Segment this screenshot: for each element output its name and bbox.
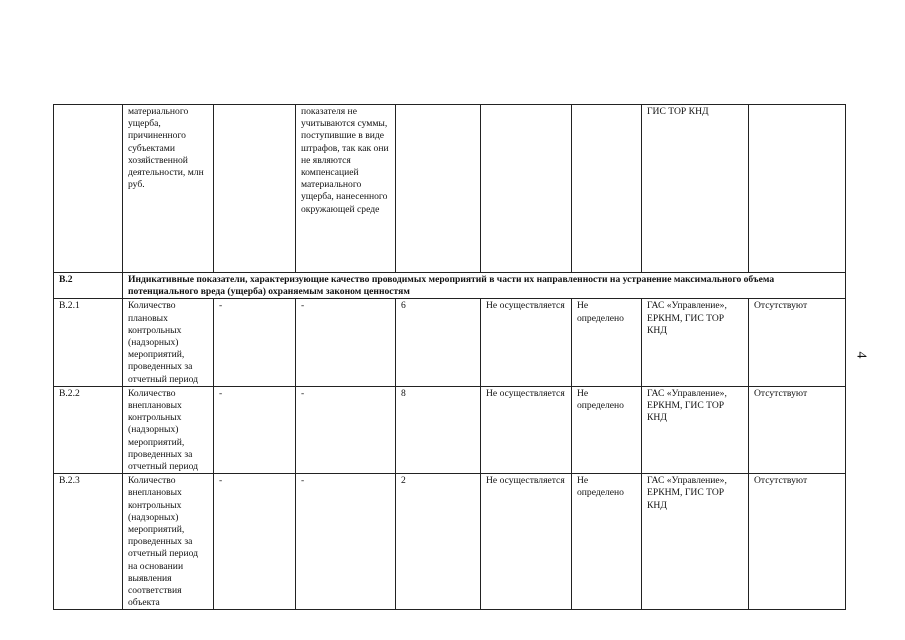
cell-code: В.2.2 — [54, 386, 123, 473]
section-title: Индикативные показатели, характеризующие качество проводимых мероприятий в части их направленности на устранение максимального объема потенциального вреда (ущерба) охраняемым законом ценностям — [123, 273, 846, 299]
indicators-table — [53, 104, 846, 610]
cell-extra: Отсутствуют — [749, 474, 846, 610]
cell-code — [54, 105, 123, 273]
cell-source: ГИС ТОР КНД — [642, 105, 749, 273]
cell-code: В.2.3 — [54, 474, 123, 610]
cell-name: Количество внеплановых контрольных (надзорных) мероприятий, проведенных за отчетный период на основании выявления соответствия объекта — [123, 474, 214, 610]
cell-name: Количество плановых контрольных (надзорных) мероприятий, проведенных за отчетный период — [123, 299, 214, 386]
cell-target: Не осуществляется — [481, 299, 572, 386]
cell-target — [481, 105, 572, 273]
cell-threshold — [572, 105, 642, 273]
cell-formula: - — [214, 299, 296, 386]
cell-source: ГАС «Управление», ЕРКНМ, ГИС ТОР КНД — [642, 386, 749, 473]
cell-extra: Отсутствуют — [749, 299, 846, 386]
table-row — [54, 386, 846, 473]
cell-formula — [214, 105, 296, 273]
cell-comment: - — [296, 474, 396, 610]
cell-name: материального ущерба, причиненного субъектами хозяйственной деятельности, млн руб. — [123, 105, 214, 273]
cell-target: Не осуществляется — [481, 474, 572, 610]
cell-value: 6 — [396, 299, 481, 386]
cell-formula: - — [214, 386, 296, 473]
cell-formula: - — [214, 474, 296, 610]
cell-source: ГАС «Управление», ЕРКНМ, ГИС ТОР КНД — [642, 474, 749, 610]
cell-value — [396, 105, 481, 273]
cell-comment: - — [296, 386, 396, 473]
table-row-continued — [54, 105, 846, 273]
cell-value: 2 — [396, 474, 481, 610]
cell-threshold: Не определено — [572, 474, 642, 610]
page-number: 4 — [853, 351, 869, 359]
section-row — [54, 273, 846, 299]
cell-code: В.2.1 — [54, 299, 123, 386]
cell-threshold: Не определено — [572, 299, 642, 386]
cell-extra: Отсутствуют — [749, 386, 846, 473]
cell-value: 8 — [396, 386, 481, 473]
table-row — [54, 474, 846, 610]
cell-comment: показателя не учитываются суммы, поступившие в виде штрафов, так как они не являются компенсацией материального ущерба, нанесенного окружающей среде — [296, 105, 396, 273]
table-row — [54, 299, 846, 386]
cell-target: Не осуществляется — [481, 386, 572, 473]
cell-extra — [749, 105, 846, 273]
cell-comment: - — [296, 299, 396, 386]
cell-source: ГАС «Управление», ЕРКНМ, ГИС ТОР КНД — [642, 299, 749, 386]
cell-threshold: Не определено — [572, 386, 642, 473]
section-code: В.2 — [54, 273, 123, 299]
cell-name: Количество внеплановых контрольных (надзорных) мероприятий, проведенных за отчетный период — [123, 386, 214, 473]
